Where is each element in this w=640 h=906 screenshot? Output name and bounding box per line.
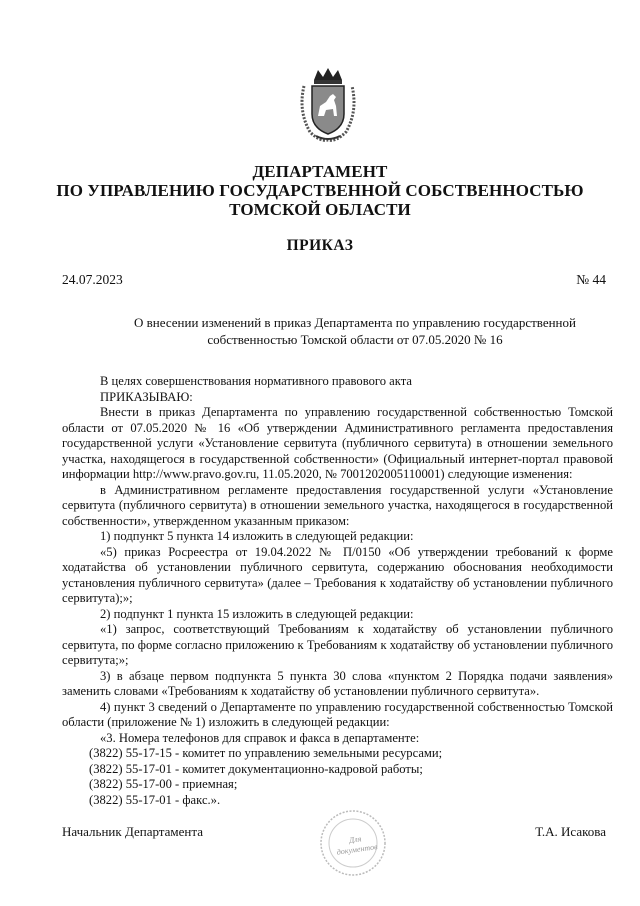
tomsk-coat-of-arms-icon <box>296 66 360 144</box>
paragraph-item-3: 3) в абзаце первом подпункта 5 пункта 30 слова «пунктом 2 Порядка подачи заявления» заменить словами «Требованиям к ходатайству об установлении публичного сервитута». <box>62 668 613 698</box>
paragraph-amend: Внести в приказ Департамента по управлению государственной собственностью Томской области от 07.05.2020 № 16 «Об утверждении Административного регламента предоставления государственной услуги «Установление сервитута (публичного сервитута) в отношении земельного участка, находящегося в государственной собственности» (Официальный интернет-портал правовой информации http://www.pravo.gov.ru, 11.05.2020, № 7001202005110001) следующие изменения: <box>62 405 613 481</box>
department-title-line-3: ТОМСКОЙ ОБЛАСТИ <box>229 200 411 219</box>
document-number: № 44 <box>576 272 606 287</box>
signer-position: Начальник Департамента <box>62 824 203 839</box>
document-body <box>62 374 613 808</box>
subject-line-1: О внесении изменений в приказ Департамента по управлению государственной <box>134 315 576 330</box>
paragraph-item-1: 1) подпункт 5 пункта 14 изложить в следующей редакции: <box>100 529 414 543</box>
phone-line: (3822) 55-17-01 - комитет документационно-кадровой работы; <box>89 761 423 776</box>
paragraph-phones-intro: «3. Номера телефонов для справок и факса в департаменте: <box>100 730 420 745</box>
document-subject <box>120 314 590 348</box>
phone-line: (3822) 55-17-01 - факс.». <box>89 792 221 807</box>
subject-line-2: собственностью Томской области от 07.05.2020 № 16 <box>207 332 503 347</box>
document-date: 24.07.2023 <box>62 272 123 287</box>
paragraph-regulation: в Административном регламенте предоставления государственной услуги «Установление сервитута (публичного сервитута) в отношении земельного участка, находящегося в государственной собственности», утвержденном указанным приказом: <box>62 482 613 528</box>
department-title-line-1: ДЕПАРТАМЕНТ <box>252 162 388 181</box>
phone-line: (3822) 55-17-00 - приемная; <box>89 777 238 791</box>
department-title-line-2: ПО УПРАВЛЕНИЮ ГОСУДАРСТВЕННОЙ СОБСТВЕННОСТЬЮ <box>56 181 584 200</box>
paragraph-item-2-text: «1) запрос, соответствующий Требованиям к ходатайству об установлении публичного сервитута, по форме согласно приложению к Требованиям к ходатайству об установлении публичного сервитута;»; <box>62 622 613 667</box>
signer-name: Т.А. Исакова <box>535 824 606 839</box>
paragraph-purpose: В целях совершенствования нормативного правового акта <box>100 374 412 388</box>
paragraph-item-4: 4) пункт 3 сведений о Департаменте по управлению государственной собственностью Томской области (приложение № 1) изложить в следующей редакции: <box>62 699 613 729</box>
document-type: ПРИКАЗ <box>286 237 354 254</box>
paragraph-item-2: 2) подпункт 1 пункта 15 изложить в следующей редакции: <box>100 606 414 621</box>
stamp-text: Для документов <box>336 834 379 857</box>
paragraph-order: ПРИКАЗЫВАЮ: <box>100 389 193 404</box>
paragraph-item-1-text: «5) приказ Росреестра от 19.04.2022 № П/0150 «Об утверждении требований к форме ходатайства об установлении публичного сервитута, содержанию обоснования необходимости установления публичного сервитута» (далее – Требования к ходатайству об установлении публичного сервитута);»; <box>62 544 613 605</box>
phone-line: (3822) 55-17-15 - комитет по управлению земельными ресурсами; <box>89 746 443 760</box>
